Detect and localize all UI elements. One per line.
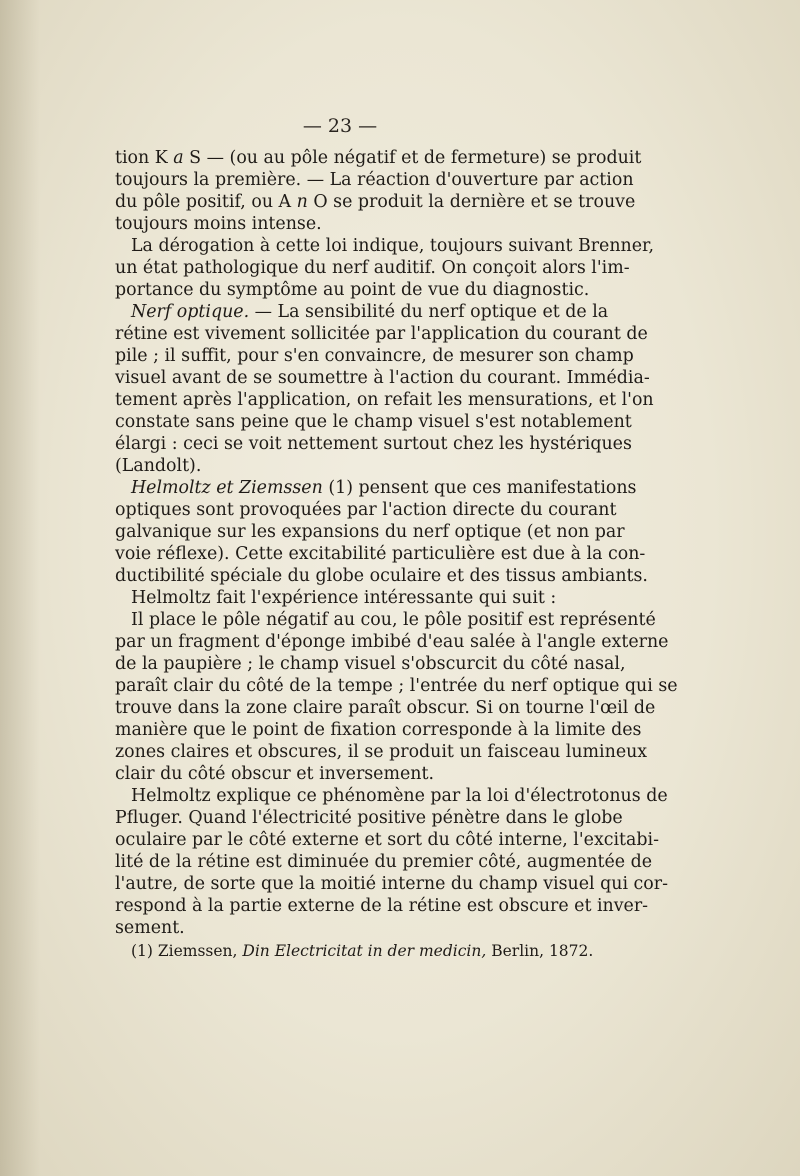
text-line: Nerf optique. — La sensibilité du nerf optique et de la bbox=[131, 302, 609, 322]
text-line: clair du côté obscur et inversement. bbox=[115, 764, 434, 784]
text-line: l'autre, de sorte que la moitié interne du champ visuel qui cor- bbox=[115, 874, 668, 894]
text-line: un état pathologique du nerf auditif. On conçoit alors l'im- bbox=[115, 258, 630, 278]
text-line: portance du symptôme au point de vue du diagnostic. bbox=[115, 280, 590, 300]
text-line: ductibilité spéciale du globe oculaire et des tissus ambiants. bbox=[115, 566, 648, 586]
text-line: Helmoltz explique ce phénomène par la loi d'électrotonus de bbox=[131, 786, 668, 806]
text-line: toujours moins intense. bbox=[115, 214, 322, 234]
text-line: du pôle positif, ou A n O se produit la dernière et se trouve bbox=[115, 192, 636, 212]
text-line: lité de la rétine est diminuée du premier côté, augmentée de bbox=[115, 852, 653, 872]
text-line: respond à la partie externe de la rétine est obscure et inver- bbox=[115, 896, 649, 916]
text-line: paraît clair du côté de la tempe ; l'entrée du nerf optique qui se bbox=[115, 676, 678, 696]
text-line: oculaire par le côté externe et sort du côté interne, l'excitabi- bbox=[115, 830, 659, 850]
text-line: de la paupière ; le champ visuel s'obscurcit du côté nasal, bbox=[115, 654, 626, 674]
text-line: manière que le point de fixation corresponde à la limite des bbox=[115, 720, 642, 740]
page-gutter-shadow bbox=[0, 0, 40, 1176]
text-line: visuel avant de se soumettre à l'action du courant. Immédia- bbox=[115, 368, 650, 388]
text-line: tion K a S — (ou au pôle négatif et de fermeture) se produit bbox=[115, 148, 642, 168]
text-line: trouve dans la zone claire paraît obscur. Si on tourne l'œil de bbox=[115, 698, 656, 718]
text-line: pile ; il suffit, pour s'en convaincre, de mesurer son champ bbox=[115, 346, 634, 366]
page-number: — 23 — bbox=[302, 115, 378, 137]
text-line: Helmoltz fait l'expérience intéressante qui suit : bbox=[131, 588, 557, 608]
text-line: toujours la première. — La réaction d'ouverture par action bbox=[115, 170, 634, 190]
footnote: (1) Ziemssen, Din Electricitat in der medicin, Berlin, 1872. bbox=[131, 942, 594, 960]
text-line: optiques sont provoquées par l'action directe du courant bbox=[115, 500, 617, 520]
text-line: La dérogation à cette loi indique, toujours suivant Brenner, bbox=[131, 236, 654, 256]
text-line: constate sans peine que le champ visuel s'est notablement bbox=[115, 412, 632, 432]
text-line: zones claires et obscures, il se produit un faisceau lumineux bbox=[115, 742, 648, 762]
text-line: (Landolt). bbox=[115, 456, 202, 476]
text-line: élargi : ceci se voit nettement surtout chez les hystériques bbox=[115, 434, 632, 454]
body-text bbox=[115, 147, 678, 939]
text-line: sement. bbox=[115, 918, 185, 938]
text-line: par un fragment d'éponge imbibé d'eau salée à l'angle externe bbox=[115, 632, 669, 652]
text-line: rétine est vivement sollicitée par l'application du courant de bbox=[115, 324, 648, 344]
text-line: Pfluger. Quand l'électricité positive pénètre dans le globe bbox=[115, 808, 623, 828]
text-line: tement après l'application, on refait les mensurations, et l'on bbox=[115, 390, 654, 410]
text-line: galvanique sur les expansions du nerf optique (et non par bbox=[115, 522, 625, 542]
text-line: voie réflexe). Cette excitabilité particulière est due à la con- bbox=[115, 544, 646, 564]
text-line: Helmoltz et Ziemssen (1) pensent que ces manifestations bbox=[131, 478, 637, 498]
text-line: Il place le pôle négatif au cou, le pôle positif est représenté bbox=[131, 610, 656, 630]
